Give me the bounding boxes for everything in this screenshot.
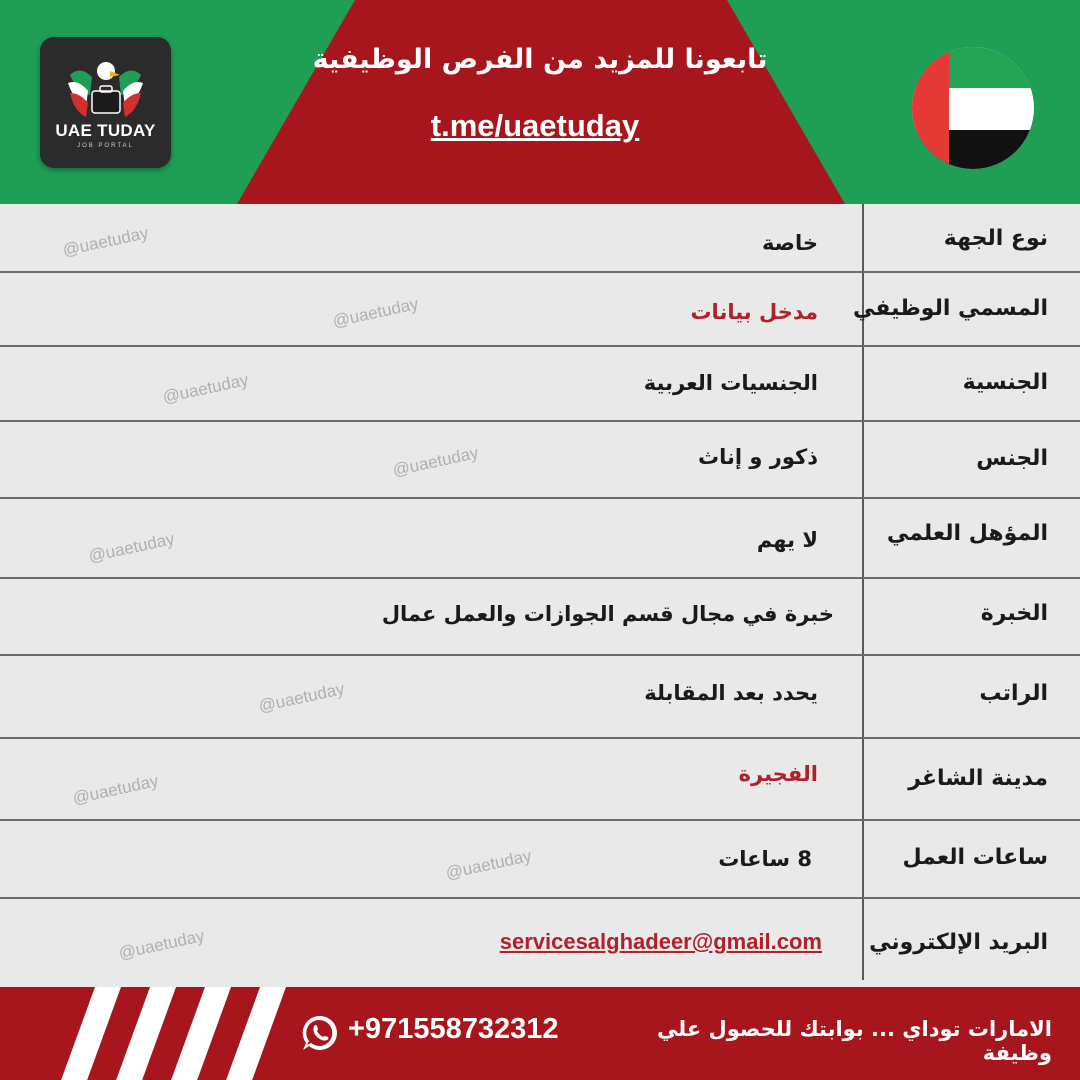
- row-value: الفجيرة: [738, 762, 818, 786]
- table-row: [0, 579, 1080, 656]
- footer-slogan: الامارات توداي ... بوابتك للحصول علي وظيفة: [657, 1017, 1052, 1065]
- watermark: @uaetuday: [256, 679, 347, 716]
- row-label: الخبرة: [980, 601, 1048, 626]
- whatsapp-icon[interactable]: [300, 1013, 340, 1053]
- telegram-link[interactable]: t.me/uaetuday: [430, 108, 640, 143]
- row-value: خاصة: [761, 231, 818, 255]
- uae-tuday-logo: [40, 37, 171, 168]
- row-label: الجنسية: [962, 370, 1048, 395]
- row-value: لا يهم: [756, 528, 818, 552]
- header-title: تابعونا للمزيد من الفرص الوظيفية: [312, 44, 768, 75]
- footer-banner: [0, 987, 1080, 1080]
- row-value: يحدد بعد المقابلة: [644, 681, 818, 705]
- table-row: [0, 273, 1080, 347]
- uae-flag-icon: [911, 46, 1035, 170]
- watermark: @uaetuday: [443, 846, 534, 883]
- row-value: مدخل بيانات: [690, 300, 818, 324]
- row-label: الجنس: [976, 446, 1048, 471]
- decorative-stripe: [165, 987, 231, 1080]
- table-row: [0, 739, 1080, 821]
- table-row: [0, 656, 1080, 739]
- table-row: [0, 204, 1080, 273]
- table-row: [0, 422, 1080, 499]
- row-value: خبرة في مجال قسم الجوازات والعمل عمال: [381, 602, 834, 626]
- header-banner: [0, 0, 1080, 204]
- row-value: 8 ساعات: [718, 847, 812, 871]
- row-label: الراتب: [979, 681, 1048, 706]
- watermark: @uaetuday: [86, 529, 177, 566]
- watermark: @uaetuday: [70, 771, 161, 808]
- row-value: الجنسيات العربية: [643, 371, 818, 395]
- row-label: المسمي الوظيفي: [853, 296, 1048, 321]
- row-label: مدينة الشاغر: [908, 766, 1048, 791]
- logo-title: UAE TUDAY: [55, 121, 156, 140]
- decorative-stripe: [55, 987, 121, 1080]
- watermark: @uaetuday: [330, 294, 421, 331]
- row-label: ساعات العمل: [902, 845, 1048, 870]
- row-label: المؤهل العلمي: [886, 521, 1048, 546]
- table-row: [0, 347, 1080, 422]
- decorative-stripe: [220, 987, 286, 1080]
- watermark: @uaetuday: [390, 443, 481, 480]
- decorative-stripe: [110, 987, 176, 1080]
- phone-number[interactable]: +971558732312: [348, 1013, 559, 1045]
- row-label: البريد الإلكتروني: [869, 930, 1048, 955]
- watermark: @uaetuday: [160, 370, 251, 407]
- email-link[interactable]: servicesalghadeer@gmail.com: [499, 929, 822, 954]
- row-label: نوع الجهة: [943, 226, 1048, 251]
- logo-subtitle: JOB PORTAL: [77, 143, 134, 149]
- watermark: @uaetuday: [60, 223, 151, 260]
- row-value: ذكور و إناث: [698, 445, 818, 469]
- table-row: [0, 821, 1080, 899]
- watermark: @uaetuday: [116, 926, 207, 963]
